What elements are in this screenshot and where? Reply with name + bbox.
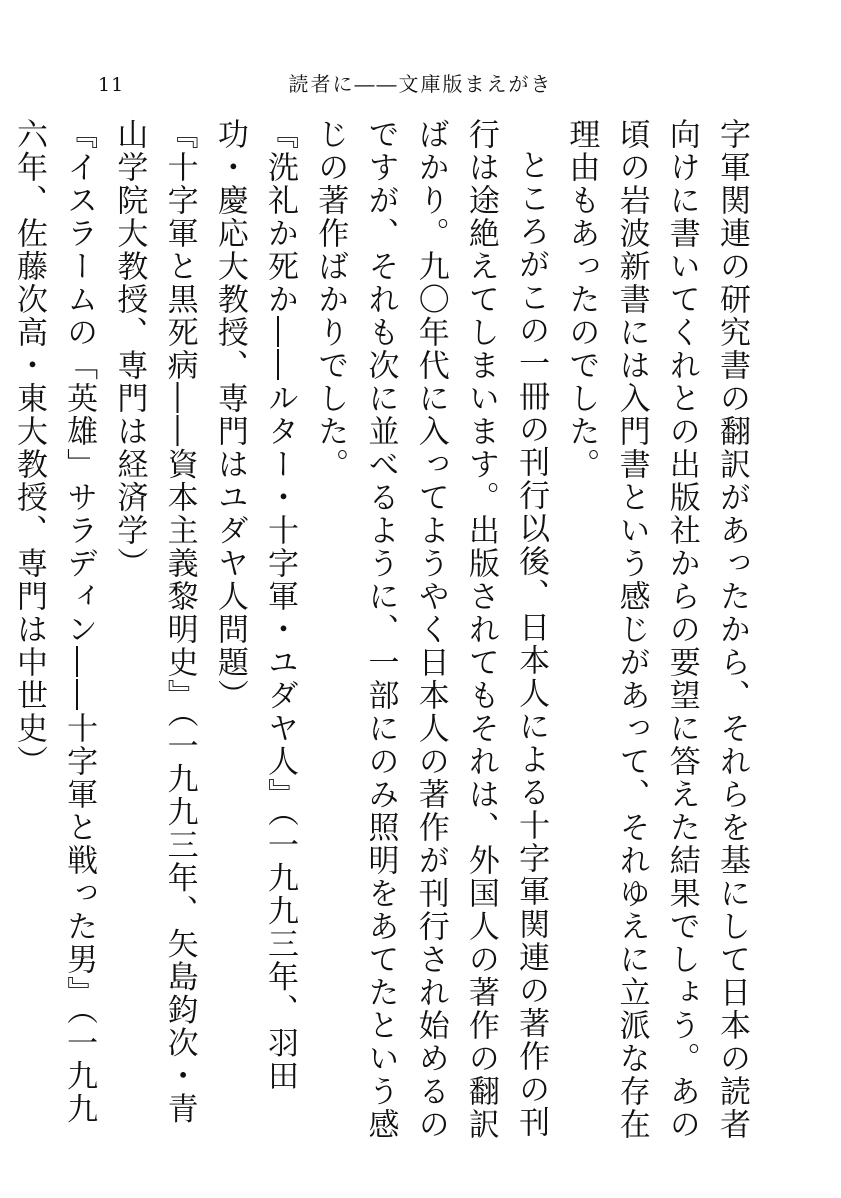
page-number: 11: [98, 74, 125, 96]
book-list-item: 『十字軍と黒死病――資本主義黎明史』（一九九三年、矢島鈞次・青山学院大教授、専門は経済学）: [111, 118, 198, 1126]
book-list-item: 『イスラームの「英雄」サラディン――十字軍と戦った男』（一九九六年、佐藤次高・東大教授、専門は中世史）: [10, 118, 98, 1126]
body-text: [10, 118, 757, 1158]
running-header-title: 読者に――文庫版まえがき: [288, 72, 553, 96]
book-list-item: 『洗礼か死か――ルター・十字軍・ユダヤ人』（一九九三年、羽田功・慶応大教授、専門はユダヤ人問題）: [211, 118, 299, 1093]
paragraph: ところがこの一冊の刊行以後、日本人による十字軍関連の著作の刊行は途絶えてしまいます。出版されてもそれは、外国人の著作の翻訳ばかり。九〇年代に入ってようやく日本人の著作が刊行され始めるのですが、それも次に並べるように、一部にのみ照明をあてたという感じの著作ばかりでした。: [312, 118, 550, 1141]
paragraph-continuation: 字軍関連の研究書の翻訳があったから、それらを基にして日本の読者向けに書いてくれとの出版社からの要望に答えた結果でしょう。あの頃の岩波新書には入門書という感じがあって、それゆえに立派な存在理由もあったのでした。: [563, 118, 750, 1141]
book-list-item: [0, 118, 4, 1158]
